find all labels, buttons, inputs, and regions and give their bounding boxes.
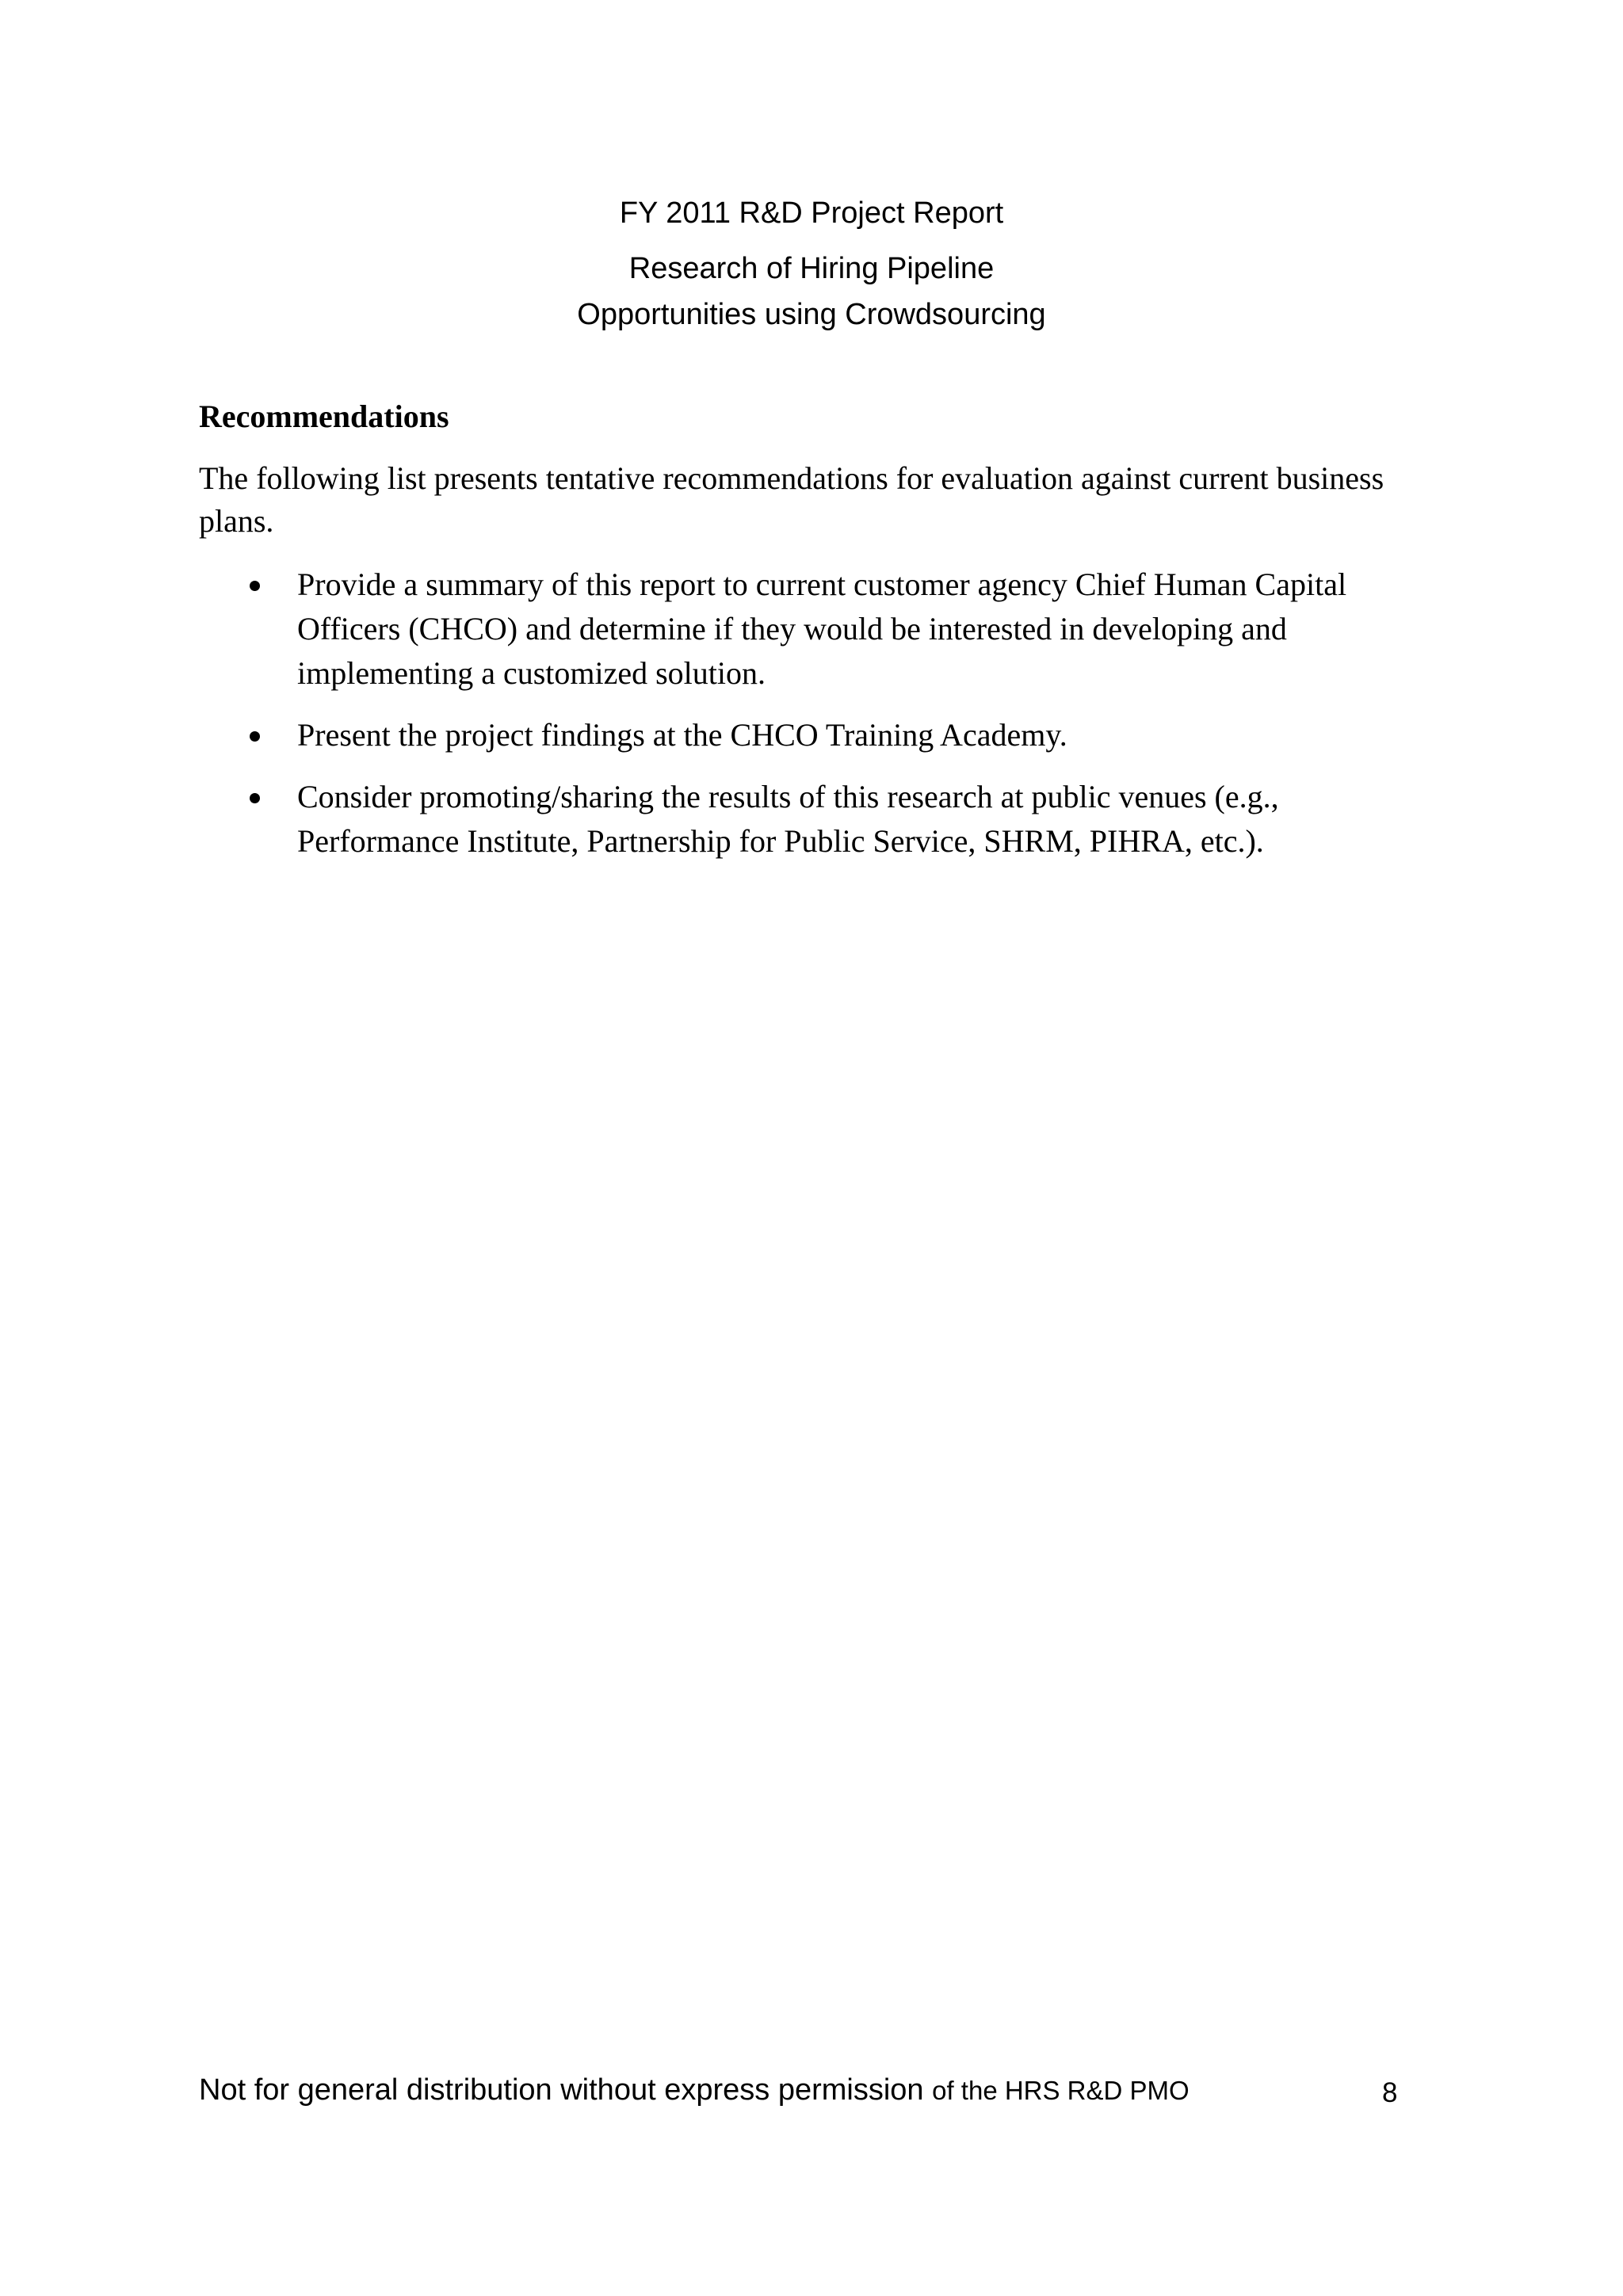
recommendation-list (199, 563, 1435, 881)
report-title: FY 2011 R&D Project Report (619, 196, 1004, 230)
bullet-icon (250, 581, 260, 591)
list-item (199, 563, 1435, 696)
report-subtitle-line-2: Opportunities using Crowdsourcing (577, 298, 1046, 331)
section-heading: Recommendations (199, 399, 449, 434)
list-item (199, 775, 1435, 864)
list-item-text: Present the project findings at the CHCO Training Academy. (297, 717, 1067, 753)
intro-paragraph: The following list presents tentative recommendations for evaluation against current business plans. (199, 460, 1384, 539)
report-subtitle-line-1: Research of Hiring Pipeline (628, 252, 995, 285)
footer-notice-main: Not for general distribution without express permission (199, 2073, 933, 2107)
page-number: 8 (1382, 2077, 1398, 2108)
list-item-text: Consider promoting/sharing the results of this research at public venues (e.g., Performance Institute, Partnership for Public Service, SHRM, PIHRA, etc.). (297, 779, 1279, 859)
bullet-icon (250, 793, 260, 803)
footer-notice (199, 2073, 1403, 2107)
bullet-icon (250, 731, 260, 742)
list-item (199, 713, 1435, 757)
footer-notice-tail: of the HRS R&D PMO (932, 2076, 1190, 2105)
list-item-text: Provide a summary of this report to current customer agency Chief Human Capital Officers (CHCO) and determine if they would be interested in developing and implementing a customized solution. (297, 566, 1347, 691)
